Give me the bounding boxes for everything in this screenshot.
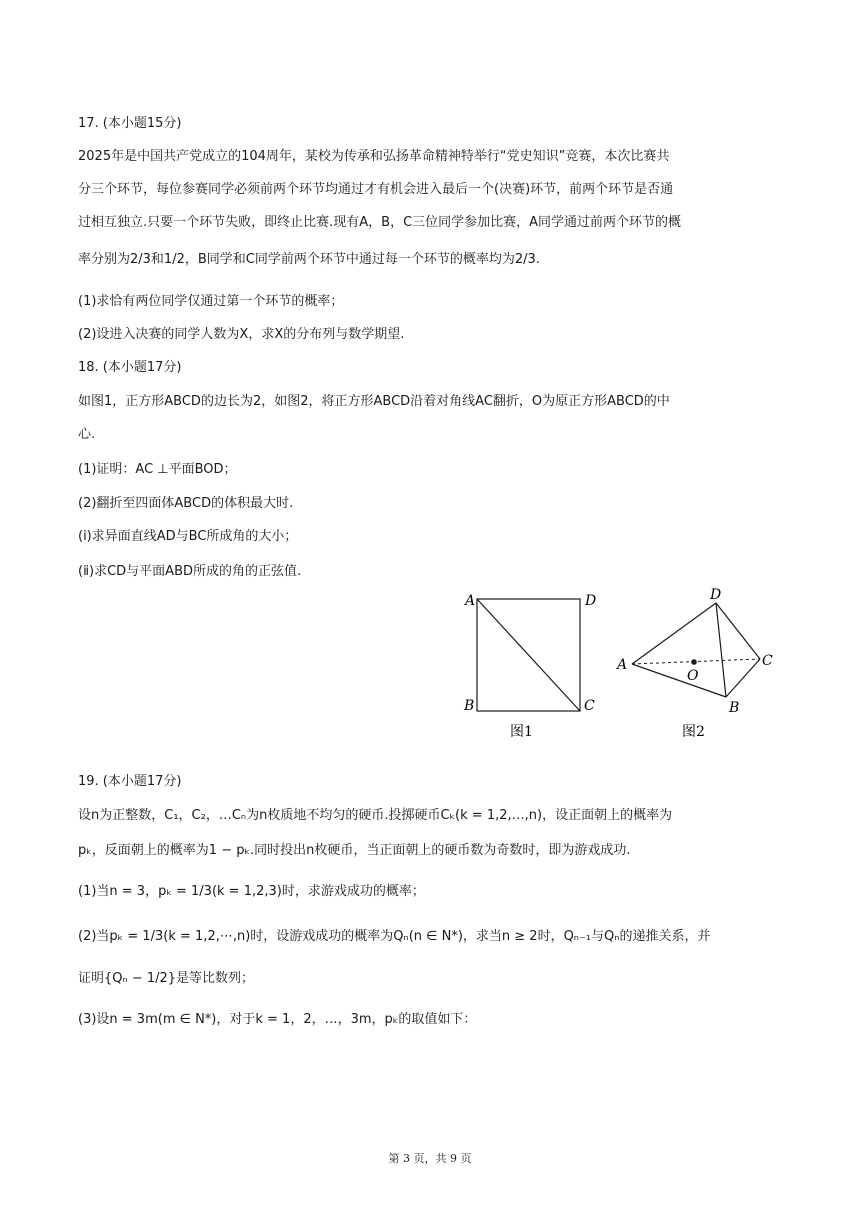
q17-paragraph-line: 分三个环节，每位参赛同学必须前两个环节均通过才有机会进入最后一个(决赛)环节，前两个环节是否通 — [78, 182, 674, 197]
vertex-label-d: D — [710, 587, 722, 603]
figure-2-caption: 图2 — [682, 724, 705, 740]
edge-dc — [716, 603, 760, 659]
figure-2-tetrahedron — [612, 585, 782, 745]
vertex-label-b: B — [464, 698, 475, 714]
q19-subquestion-1: (1)当n = 3，pₖ = 1/3(k = 1,2,3)时，求游戏成功的概率； — [78, 884, 425, 899]
vertex-label-d: D — [585, 593, 597, 609]
vertex-label-c: C — [762, 653, 773, 669]
q19-paragraph-line: 设n为正整数，C₁，C₂，…Cₙ为n枚质地不均匀的硬币.投掷硬币Cₖ(k = 1,2,…,n)，设正面朝上的概率为 — [78, 808, 673, 823]
q17-header: 17. (本小题15分) — [78, 116, 182, 131]
q17-paragraph-line: 2025年是中国共产党成立的104周年，某校为传承和弘扬革命精神特举行“党史知识”竞赛，本次比赛共 — [78, 149, 670, 164]
edge-bc — [726, 659, 760, 697]
q18-header: 18. (本小题17分) — [78, 360, 182, 375]
q19-subquestion-2-cont: 证明{Qₙ − 1/2}是等比数列； — [78, 971, 255, 986]
q19-header: 19. (本小题17分) — [78, 774, 182, 789]
q17-subquestion-1: (1)求恰有两位同学仅通过第一个环节的概率； — [78, 294, 344, 309]
figure-1-square — [455, 585, 605, 745]
q18-paragraph-line: 心. — [78, 427, 96, 442]
q17-subquestion-2: (2)设进入决赛的同学人数为X，求X的分布列与数学期望. — [78, 327, 405, 342]
q18-subquestion-2i: (ⅰ)求异面直线AD与BC所成角的大小； — [78, 529, 298, 544]
center-point-o — [691, 659, 697, 665]
q18-subquestion-1: (1)证明：AC ⊥平面BOD； — [78, 462, 237, 477]
page-number-footer: 第 3 页，共 9 页 — [388, 1152, 472, 1165]
vertex-label-a: A — [465, 593, 476, 609]
q18-paragraph-line: 如图1，正方形ABCD的边长为2，如图2，将正方形ABCD沿着对角线AC翻折，O为原正方形ABCD的中 — [78, 394, 670, 409]
vertex-label-c: C — [584, 698, 595, 714]
diagonal-ac — [477, 599, 580, 711]
q18-subquestion-2ii: (ⅱ)求CD与平面ABD所成的角的正弦值. — [78, 564, 302, 579]
edge-db — [716, 603, 726, 697]
vertex-label-a: A — [617, 657, 628, 673]
q17-paragraph-line: 过相互独立.只要一个环节失败，即终止比赛.现有A，B，C三位同学参加比赛，A同学通过前两个环节的概 — [78, 215, 682, 230]
vertex-label-b: B — [729, 700, 740, 716]
point-label-o: O — [687, 668, 699, 684]
q19-subquestion-2: (2)当pₖ = 1/3(k = 1,2,⋯,n)时，设游戏成功的概率为Qₙ(n ∈ N*)，求当n ≥ 2时，Qₙ₋₁与Qₙ的递推关系，并 — [78, 929, 711, 944]
edge-ab — [632, 664, 726, 697]
figure-1-caption: 图1 — [510, 724, 533, 740]
q17-paragraph-line: 率分别为2/3和1/2，B同学和C同学前两个环节中通过每一个环节的概率均为2/3. — [78, 252, 540, 267]
edge-ad — [632, 603, 716, 664]
q19-subquestion-3: (3)设n = 3m(m ∈ N*)，对于k = 1，2，…，3m，pₖ的取值如下： — [78, 1012, 477, 1027]
q18-subquestion-2: (2)翻折至四面体ABCD的体积最大时. — [78, 496, 294, 511]
q19-paragraph-line: pₖ，反面朝上的概率为1 − pₖ.同时投出n枚硬币，当正面朝上的硬币数为奇数时，即为游戏成功. — [78, 843, 631, 858]
